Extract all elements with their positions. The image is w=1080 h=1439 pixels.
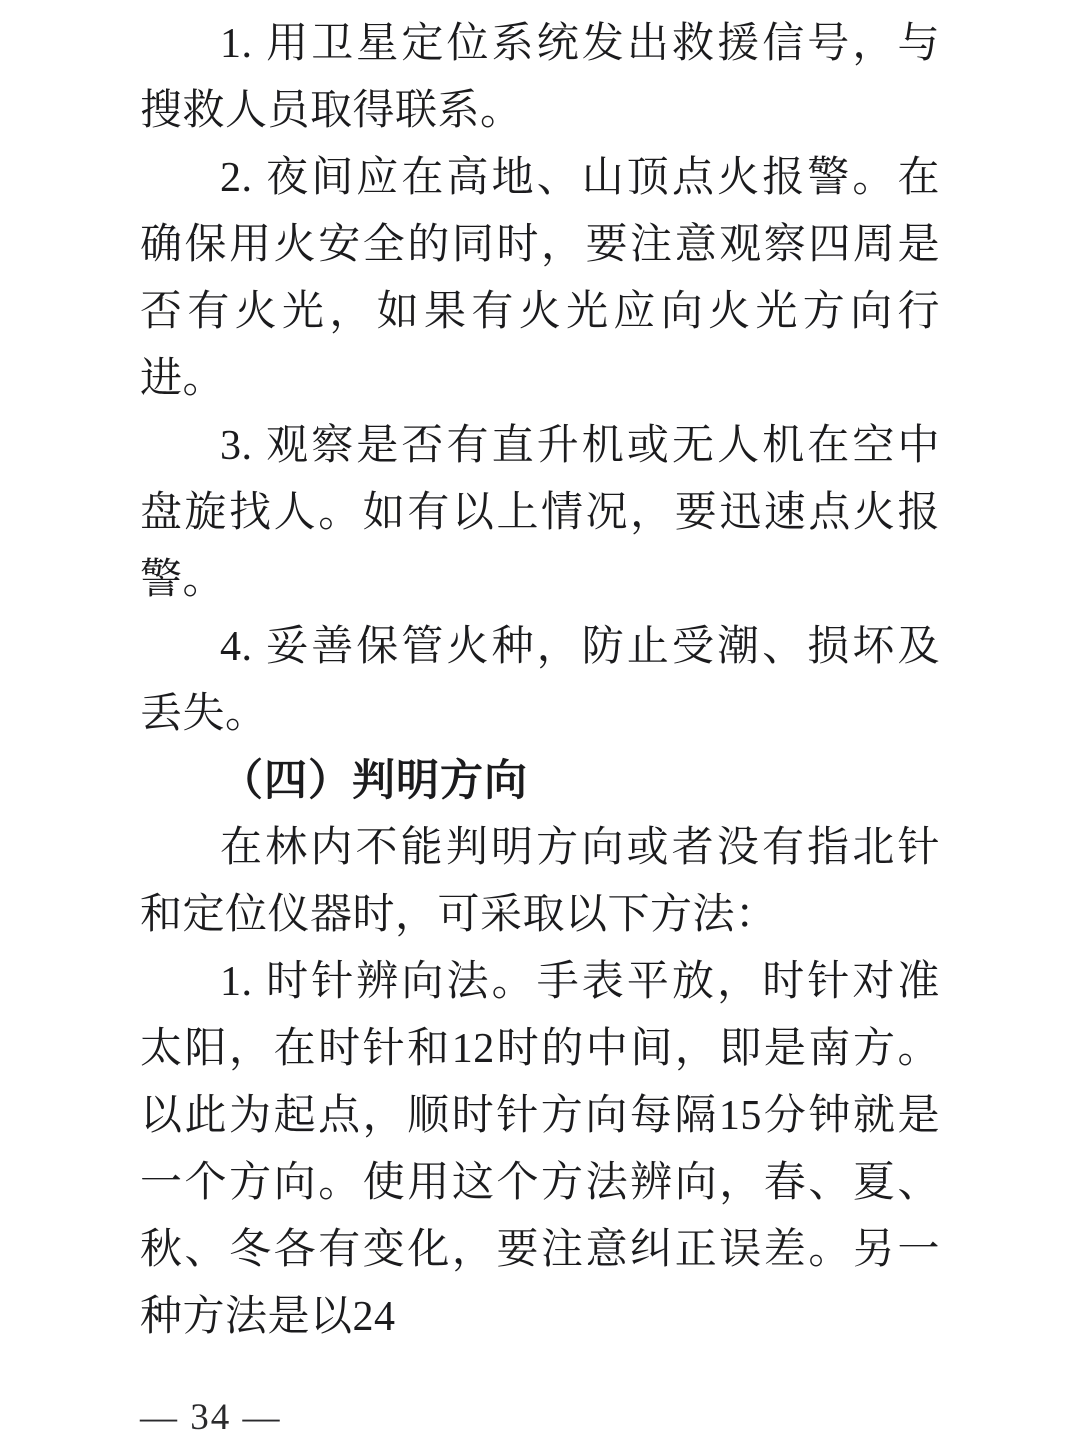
paragraph-night-fire-alarm: 2. 夜间应在高地、山顶点火报警。在确保用火安全的同时，要注意观察四周是否有火光，如果有火光应向火光方向行进。 bbox=[140, 155, 940, 402]
page-number: — 34 — bbox=[140, 1397, 282, 1438]
paragraph-clock-hand-method: 1. 时针辨向法。手表平放，时针对准太阳，在时针和12时的中间，即是南方。以此为起点，顺时针方向每隔15分钟就是一个方向。使用这个方法辨向，春、夏、秋、冬各有变化，要注意纠正误差。另一种方法是以24 bbox=[140, 959, 940, 1340]
paragraph-no-compass-intro: 在林内不能判明方向或者没有指北针和定位仪器时，可采取以下方法： bbox=[140, 825, 940, 938]
paragraph-helicopter-drone: 3. 观察是否有直升机或无人机在空中盘旋找人。如有以上情况，要迅速点火报警。 bbox=[140, 423, 940, 603]
section-heading-determine-direction: （四）判明方向 bbox=[220, 758, 528, 805]
paragraph-keep-fire-source: 4. 妥善保管火种，防止受潮、损坏及丢失。 bbox=[140, 624, 940, 737]
paragraph-satellite-signal: 1. 用卫星定位系统发出救援信号，与搜救人员取得联系。 bbox=[140, 21, 940, 134]
